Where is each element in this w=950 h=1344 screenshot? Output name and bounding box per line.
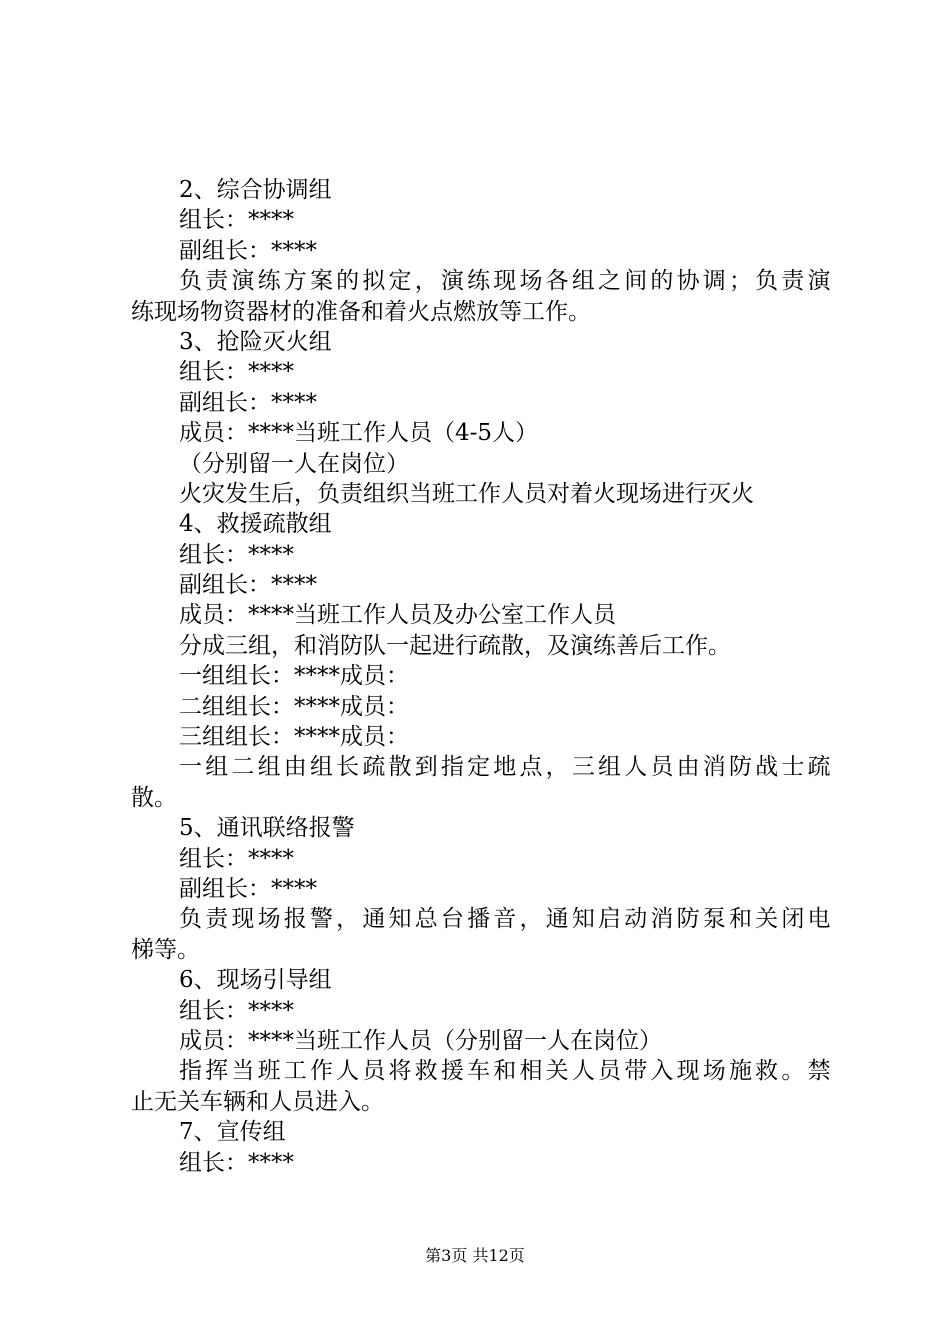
text-line: 5、通讯联络报警 — [179, 815, 355, 842]
text-line: 2、综合协调组 — [179, 177, 332, 203]
text-line: 副组长：**** — [179, 237, 317, 264]
document-body — [131, 175, 831, 1178]
text-line: 练现场物资器材的准备和着火点燃放等工作。 — [131, 298, 591, 325]
text-line: 止无关车辆和人员进入。 — [131, 1088, 384, 1115]
text-line: 4、救援疏散组 — [179, 511, 332, 538]
text-line: 副组长：**** — [179, 572, 317, 599]
text-line: 散。 — [131, 784, 177, 811]
text-line: 组长：**** — [179, 207, 294, 234]
text-line: 成员：****当班工作人员及办公室工作人员 — [179, 602, 616, 629]
text-line: 组长：**** — [179, 1149, 294, 1176]
text-line: 7、宣传组 — [179, 1119, 286, 1146]
text-line: 组长：**** — [179, 541, 294, 568]
text-line: 二组组长：****成员： — [179, 693, 409, 720]
text-line: 负责现场报警，通知总台播音，通知启动消防泵和关闭电 — [179, 906, 831, 933]
text-line: 分成三组，和消防队一起进行疏散，及演练善后工作。 — [179, 632, 731, 659]
text-line: 副组长：**** — [179, 875, 317, 902]
text-line: 成员：****当班工作人员（分别留一人在岗位） — [179, 1027, 662, 1054]
text-line: （分别留一人在岗位） — [179, 450, 409, 477]
text-line: 梯等。 — [131, 936, 200, 963]
text-line: 副组长：**** — [179, 389, 317, 416]
text-line: 6、现场引导组 — [179, 967, 332, 994]
text-line: 组长：**** — [179, 845, 294, 872]
text-line: 3、抢险灭火组 — [179, 328, 332, 355]
text-line: 成员：****当班工作人员（4-5人） — [179, 420, 539, 447]
text-line: 三组组长：****成员： — [179, 724, 409, 751]
text-line: 负责演练方案的拟定，演练现场各组之间的协调；负责演 — [179, 268, 831, 295]
text-line: 组长：**** — [179, 997, 294, 1024]
page-footer: 第3页 共12页 — [425, 1246, 525, 1265]
text-line: 一组二组由组长疏散到指定地点，三组人员由消防战士疏 — [179, 754, 831, 781]
text-line: 火灾发生后，负责组织当班工作人员对着火现场进行灭火 — [179, 480, 754, 507]
text-line: 组长：**** — [179, 359, 294, 386]
text-line: 指挥当班工作人员将救援车和相关人员带入现场施救。禁 — [179, 1058, 831, 1085]
text-line: 一组组长：****成员： — [179, 663, 409, 690]
